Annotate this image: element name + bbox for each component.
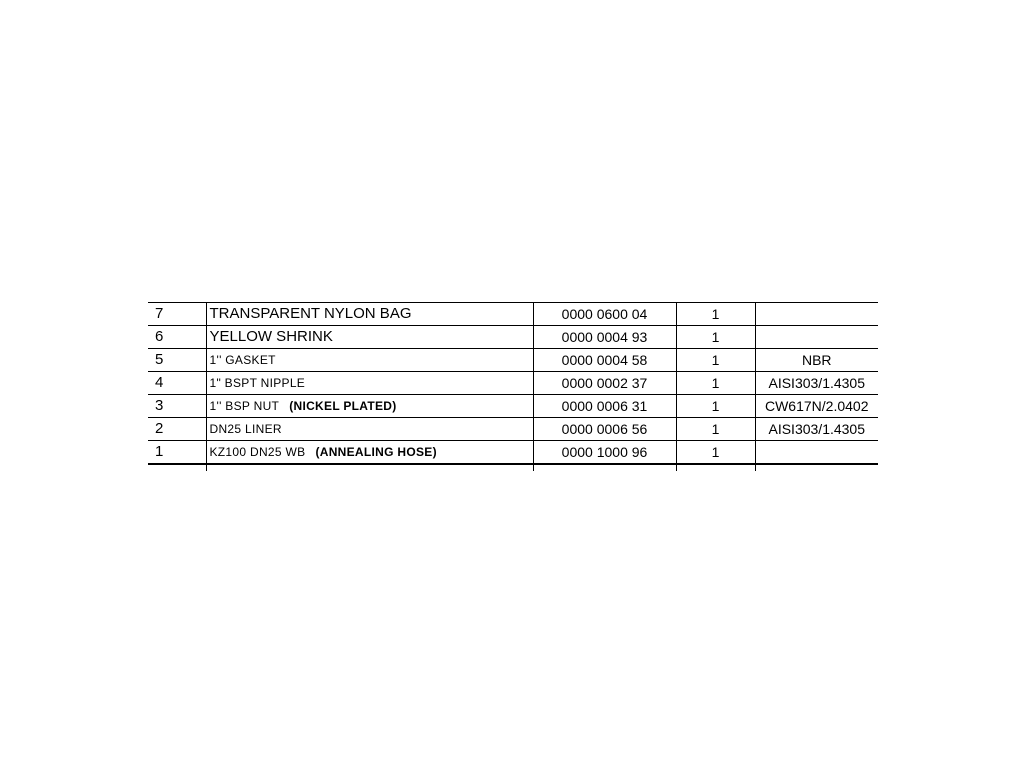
quantity: 1 <box>676 418 755 441</box>
position-number: 7 <box>148 303 206 326</box>
description-text: 1" BSPT NIPPLE <box>209 376 306 390</box>
item-description <box>206 303 533 326</box>
part-code: 0000 0006 31 <box>533 395 676 418</box>
quantity: 1 <box>676 326 755 349</box>
position-number: 2 <box>148 418 206 441</box>
part-code: 0000 0006 56 <box>533 418 676 441</box>
position-number: 5 <box>148 349 206 372</box>
description-text: TRANSPARENT NYLON BAG <box>209 305 412 322</box>
part-code: 0000 0002 37 <box>533 372 676 395</box>
description-text: KZ100 DN25 WB <box>209 445 306 459</box>
quantity: 1 <box>676 372 755 395</box>
quantity: 1 <box>676 349 755 372</box>
table-row <box>148 303 878 326</box>
item-description <box>206 326 533 349</box>
quantity: 1 <box>676 395 755 418</box>
quantity: 1 <box>676 303 755 326</box>
quantity: 1 <box>676 441 755 465</box>
description-text: DN25 LINER <box>209 422 282 436</box>
tail-cell <box>533 464 676 471</box>
description-note: (NICKEL PLATED) <box>289 399 397 413</box>
position-number: 3 <box>148 395 206 418</box>
table-row <box>148 395 878 418</box>
description-note: (ANNEALING HOSE) <box>315 445 437 459</box>
description-text: 1'' BSP NUT <box>209 399 280 413</box>
tail-cell <box>206 464 533 471</box>
table-row <box>148 441 878 465</box>
item-description <box>206 441 533 465</box>
material <box>755 441 878 465</box>
table-tail-row <box>148 464 878 471</box>
position-number: 4 <box>148 372 206 395</box>
material <box>755 303 878 326</box>
material: AISI303/1.4305 <box>755 418 878 441</box>
material <box>755 326 878 349</box>
table-row <box>148 372 878 395</box>
item-description <box>206 418 533 441</box>
parts-list-table <box>148 302 878 471</box>
position-number: 1 <box>148 441 206 465</box>
description-text: YELLOW SHRINK <box>209 328 333 345</box>
description-text: 1'' GASKET <box>209 353 276 367</box>
tail-cell <box>755 464 878 471</box>
item-description <box>206 349 533 372</box>
part-code: 0000 0004 93 <box>533 326 676 349</box>
part-code: 0000 0004 58 <box>533 349 676 372</box>
item-description <box>206 372 533 395</box>
table-row <box>148 418 878 441</box>
position-number: 6 <box>148 326 206 349</box>
part-code: 0000 0600 04 <box>533 303 676 326</box>
table-row <box>148 349 878 372</box>
tail-cell <box>676 464 755 471</box>
material: AISI303/1.4305 <box>755 372 878 395</box>
item-description <box>206 395 533 418</box>
material: NBR <box>755 349 878 372</box>
tail-cell <box>148 464 206 471</box>
table-row <box>148 326 878 349</box>
part-code: 0000 1000 96 <box>533 441 676 465</box>
material: CW617N/2.0402 <box>755 395 878 418</box>
